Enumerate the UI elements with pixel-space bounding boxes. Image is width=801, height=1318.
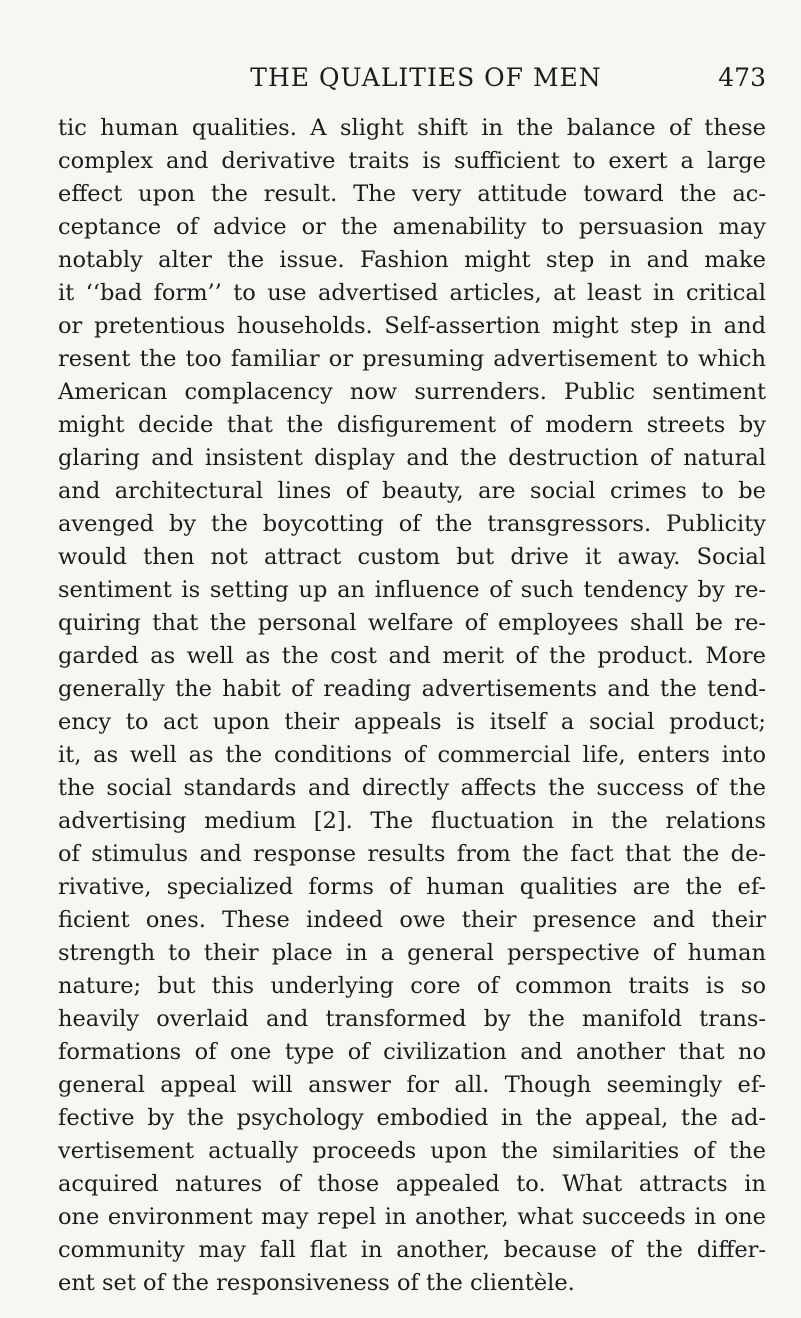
text-line: would then not attract custom but drive it away. Social — [58, 544, 766, 570]
text-line: complex and derivative traits is sufficient to exert a large — [58, 148, 766, 174]
text-line: it, as well as the conditions of commercial life, enters into — [58, 742, 766, 768]
text-line: tic human qualities. A slight shift in the balance of these — [58, 115, 766, 141]
text-line: it ‘‘bad form’’ to use advertised articles, at least in critical — [58, 280, 766, 306]
text-line: community may fall flat in another, because of the differ- — [58, 1237, 766, 1263]
text-line: one environment may repel in another, what succeeds in one — [58, 1204, 766, 1230]
text-line: American complacency now surrenders. Public sentiment — [58, 379, 766, 405]
text-line: of stimulus and response results from the fact that the de- — [58, 841, 766, 867]
text-line: general appeal will answer for all. Though seemingly ef- — [58, 1072, 766, 1098]
text-line: heavily overlaid and transformed by the manifold trans- — [58, 1006, 766, 1032]
text-line: ficient ones. These indeed owe their presence and their — [58, 907, 766, 933]
text-line: formations of one type of civilization and another that no — [58, 1039, 766, 1065]
text-line: effect upon the result. The very attitude toward the ac- — [58, 181, 766, 207]
text-line: or pretentious households. Self-assertion might step in and — [58, 313, 766, 339]
text-line: sentiment is setting up an influence of such tendency by re- — [58, 577, 766, 603]
text-line: rivative, specialized forms of human qualities are the ef- — [58, 874, 766, 900]
text-line: vertisement actually proceeds upon the similarities of the — [58, 1138, 766, 1164]
text-line: resent the too familiar or presuming advertisement to which — [58, 346, 766, 372]
text-line: avenged by the boycotting of the transgressors. Publicity — [58, 511, 766, 537]
text-line: acquired natures of those appealed to. What attracts in — [58, 1171, 766, 1197]
text-line: quiring that the personal welfare of employees shall be re- — [58, 610, 766, 636]
text-line: ceptance of advice or the amenability to persuasion may — [58, 214, 766, 240]
running-title: THE QUALITIES OF MEN — [250, 63, 602, 92]
text-line: the social standards and directly affects the success of the — [58, 775, 766, 801]
text-line: advertising medium [2]. The fluctuation in the relations — [58, 808, 766, 834]
text-line: generally the habit of reading advertisements and the tend- — [58, 676, 766, 702]
text-line: glaring and insistent display and the destruction of natural — [58, 445, 766, 471]
page-number: 473 — [718, 63, 766, 92]
body-paragraph — [58, 112, 766, 1300]
running-head — [58, 60, 766, 96]
text-line: nature; but this underlying core of common traits is so — [58, 973, 766, 999]
text-line: notably alter the issue. Fashion might step in and make — [58, 247, 766, 273]
text-line: ency to act upon their appeals is itself a social product; — [58, 709, 766, 735]
text-line: might decide that the disfigurement of modern streets by — [58, 412, 766, 438]
text-line: fective by the psychology embodied in the appeal, the ad- — [58, 1105, 766, 1131]
text-line: strength to their place in a general perspective of human — [58, 940, 766, 966]
text-line: and architectural lines of beauty, are social crimes to be — [58, 478, 766, 504]
text-line: ent set of the responsiveness of the clientèle. — [58, 1270, 575, 1296]
text-line: garded as well as the cost and merit of the product. More — [58, 643, 766, 669]
